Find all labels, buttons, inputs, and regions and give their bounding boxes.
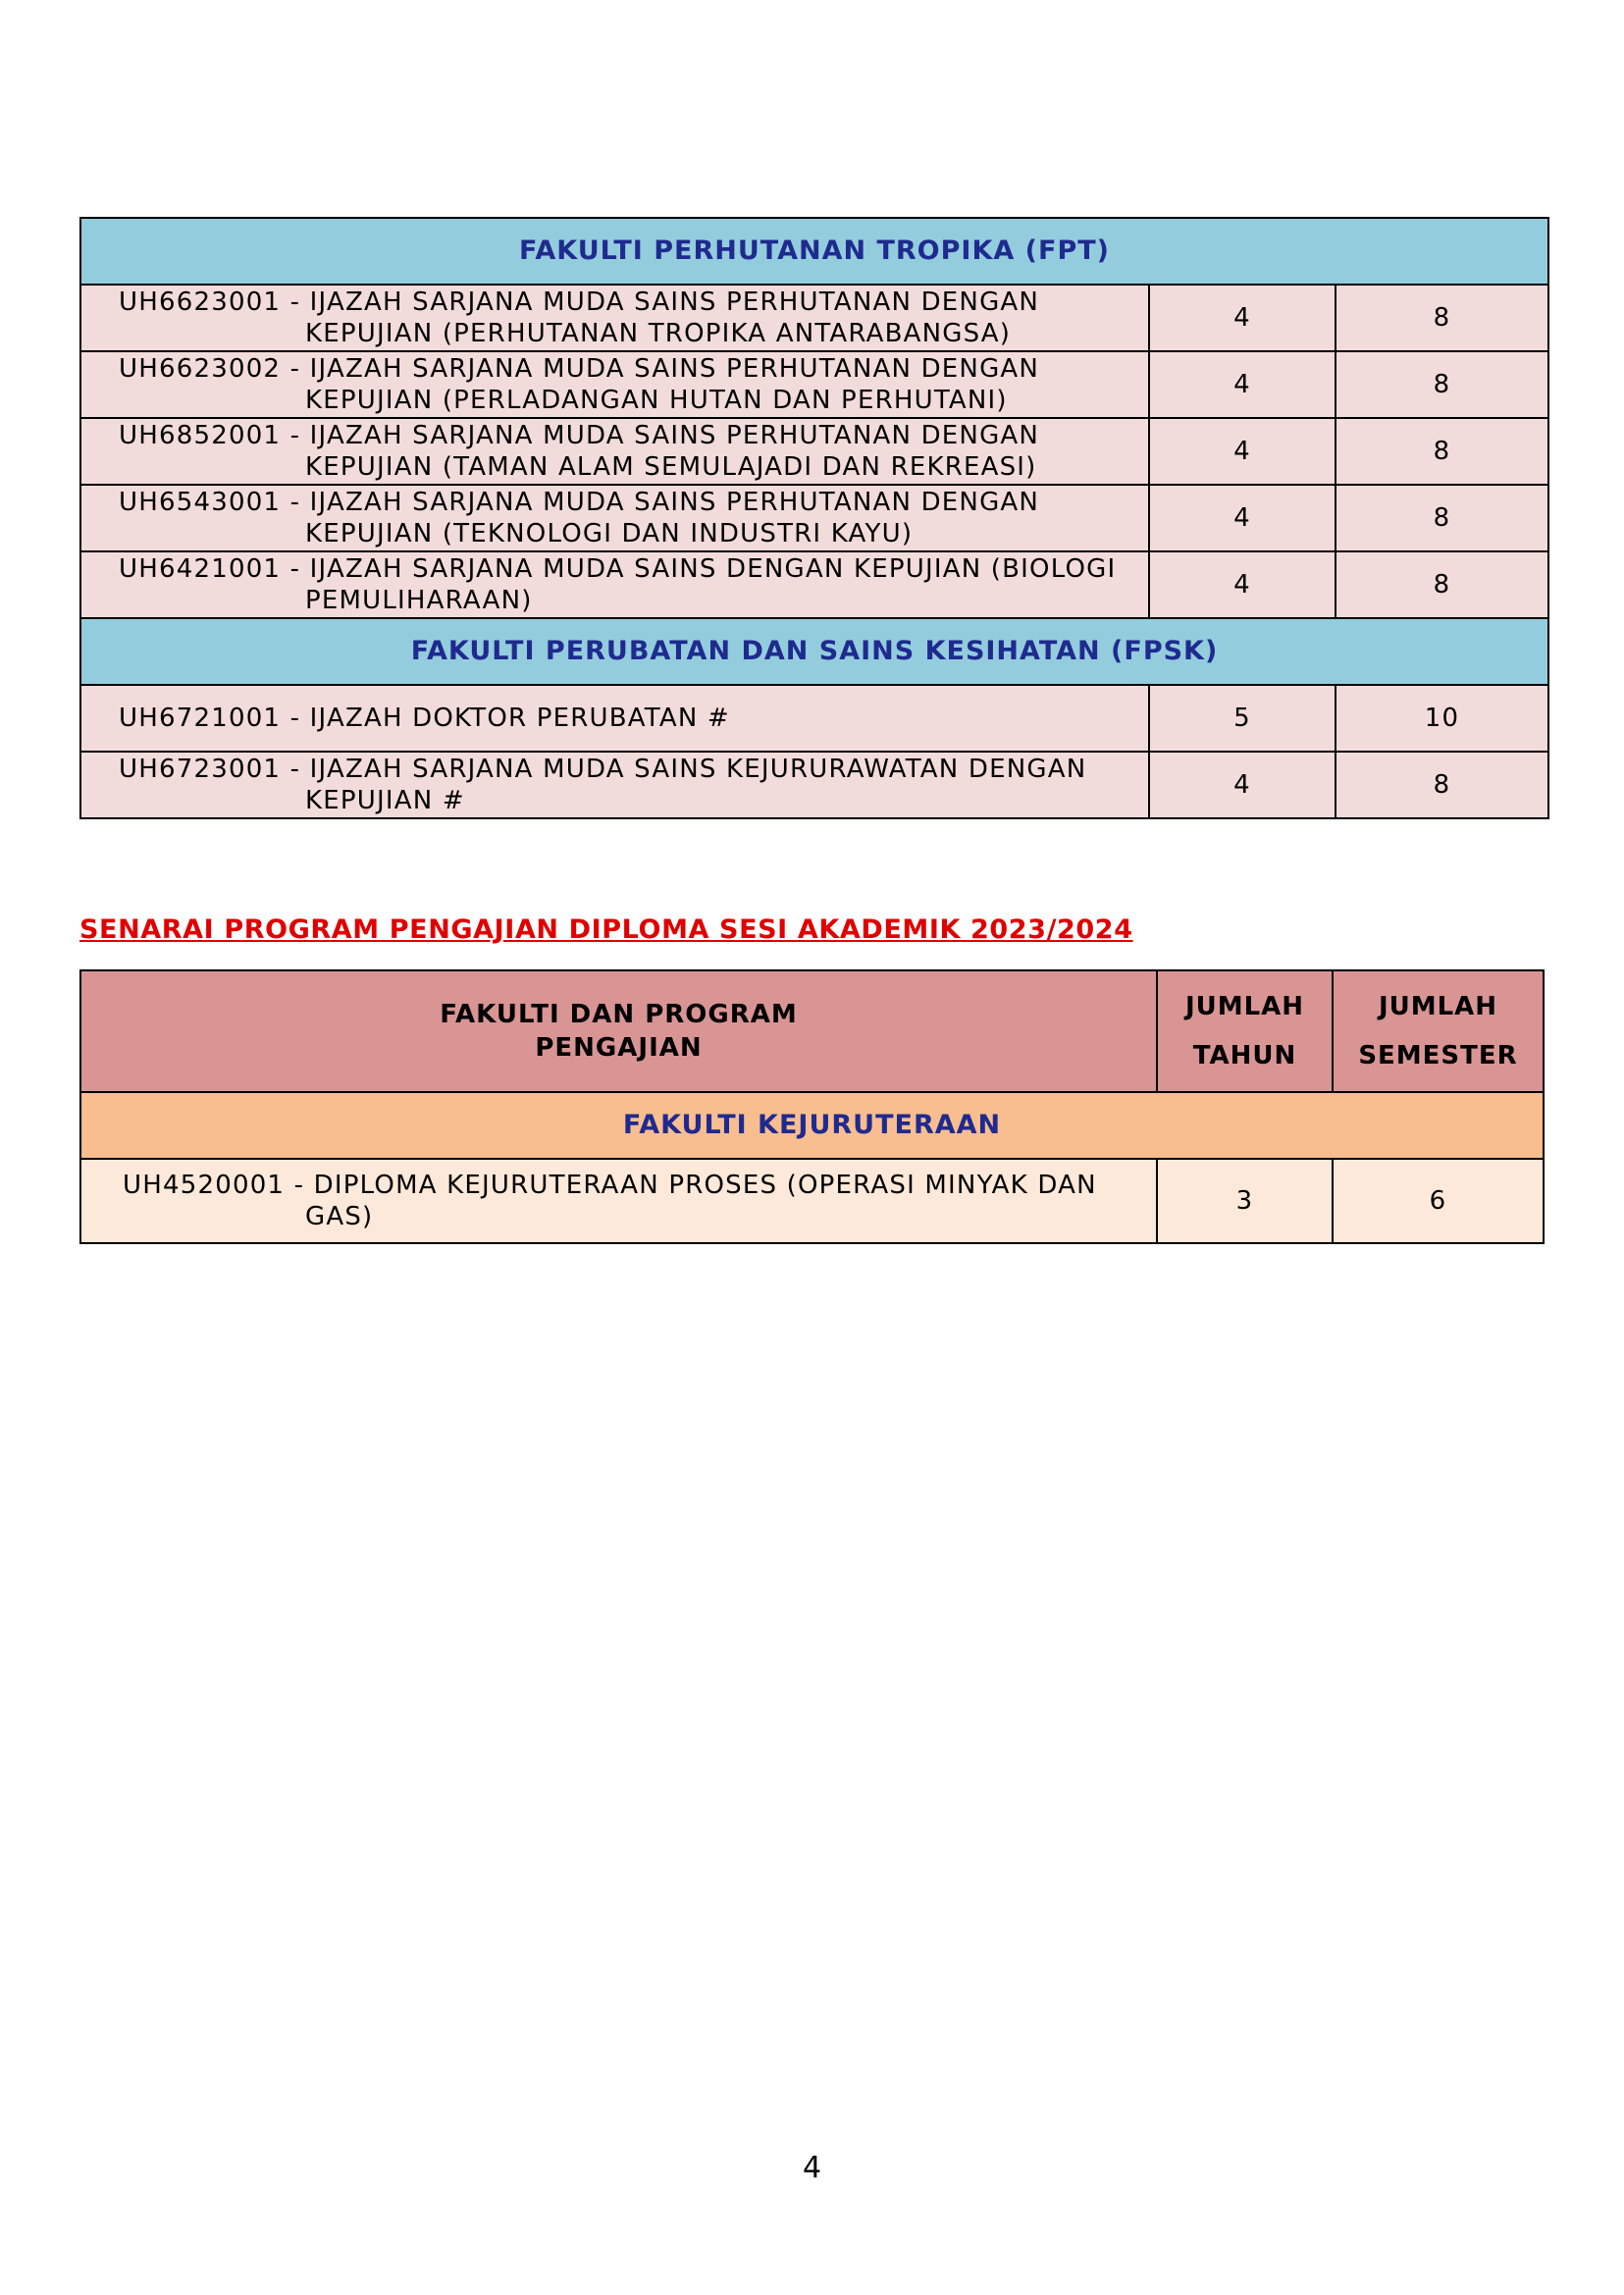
program-semesters: 6 bbox=[1333, 1159, 1544, 1243]
diploma-programs-table bbox=[79, 969, 1545, 1244]
program-line-2: KEPUJIAN (PERLADANGAN HUTAN DAN PERHUTANI) bbox=[305, 386, 1008, 415]
faculty-name: FAKULTI PERHUTANAN TROPIKA (FPT) bbox=[80, 218, 1548, 285]
program-years: 5 bbox=[1149, 685, 1336, 752]
header-line-1: FAKULTI DAN PROGRAM bbox=[440, 1000, 798, 1029]
program-line-2: PEMULIHARAAN) bbox=[305, 586, 533, 615]
program-line-1: UH6623001 - IJAZAH SARJANA MUDA SAINS PERHUTANAN DENGAN bbox=[119, 287, 1040, 317]
table-row bbox=[80, 485, 1548, 551]
faculty-row bbox=[80, 1092, 1544, 1159]
column-header-program bbox=[80, 970, 1157, 1092]
program-name bbox=[80, 752, 1149, 818]
faculty-name: FAKULTI PERUBATAN DAN SAINS KESIHATAN (FPSK) bbox=[80, 618, 1548, 685]
program-semesters: 8 bbox=[1336, 485, 1548, 551]
program-semesters: 8 bbox=[1336, 752, 1548, 818]
program-semesters: 10 bbox=[1336, 685, 1548, 752]
table-row bbox=[80, 418, 1548, 485]
program-name bbox=[80, 1159, 1157, 1243]
program-line-1: UH4520001 - DIPLOMA KEJURUTERAAN PROSES (OPERASI MINYAK DAN bbox=[123, 1171, 1097, 1200]
program-years: 4 bbox=[1149, 285, 1336, 351]
faculty-row bbox=[80, 618, 1548, 685]
program-line-2: KEPUJIAN (TEKNOLOGI DAN INDUSTRI KAYU) bbox=[305, 519, 914, 548]
header-line-2: TAHUN bbox=[1192, 1041, 1297, 1070]
program-name bbox=[80, 485, 1149, 551]
bachelor-programs-table bbox=[79, 217, 1549, 819]
page-number: 4 bbox=[802, 2151, 822, 2185]
program-line-1: UH6543001 - IJAZAH SARJANA MUDA SAINS PERHUTANAN DENGAN bbox=[119, 488, 1040, 517]
program-name bbox=[80, 551, 1149, 618]
faculty-name: FAKULTI KEJURUTERAAN bbox=[80, 1092, 1544, 1159]
program-years: 4 bbox=[1149, 485, 1336, 551]
table-row bbox=[80, 685, 1548, 752]
program-name bbox=[80, 685, 1149, 752]
program-years: 4 bbox=[1149, 351, 1336, 418]
table-header-row bbox=[80, 970, 1544, 1092]
diploma-section-heading: SENARAI PROGRAM PENGAJIAN DIPLOMA SESI AKADEMIK 2023/2024 bbox=[79, 914, 1133, 945]
program-line-2: KEPUJIAN (PERHUTANAN TROPIKA ANTARABANGSA) bbox=[305, 319, 1012, 348]
program-name bbox=[80, 351, 1149, 418]
program-semesters: 8 bbox=[1336, 418, 1548, 485]
program-line-1: UH6421001 - IJAZAH SARJANA MUDA SAINS DENGAN KEPUJIAN (BIOLOGI bbox=[119, 554, 1117, 584]
table-row bbox=[80, 752, 1548, 818]
program-semesters: 8 bbox=[1336, 551, 1548, 618]
column-header-semesters bbox=[1333, 970, 1544, 1092]
program-line-1: UH6623002 - IJAZAH SARJANA MUDA SAINS PERHUTANAN DENGAN bbox=[119, 354, 1040, 384]
column-header-years bbox=[1157, 970, 1333, 1092]
program-semesters: 8 bbox=[1336, 351, 1548, 418]
program-line-1: UH6852001 - IJAZAH SARJANA MUDA SAINS PERHUTANAN DENGAN bbox=[119, 421, 1040, 450]
program-line-1: UH6721001 - IJAZAH DOKTOR PERUBATAN # bbox=[119, 704, 730, 733]
program-name bbox=[80, 285, 1149, 351]
header-line-2: SEMESTER bbox=[1358, 1041, 1518, 1070]
header-line-2: PENGAJIAN bbox=[535, 1033, 703, 1063]
table-row bbox=[80, 351, 1548, 418]
program-name bbox=[80, 418, 1149, 485]
table-row bbox=[80, 1159, 1544, 1243]
program-years: 4 bbox=[1149, 418, 1336, 485]
program-years: 4 bbox=[1149, 752, 1336, 818]
header-line-1: JUMLAH bbox=[1378, 992, 1498, 1021]
program-semesters: 8 bbox=[1336, 285, 1548, 351]
program-line-2: KEPUJIAN # bbox=[305, 786, 465, 815]
table-row bbox=[80, 285, 1548, 351]
table-row bbox=[80, 551, 1548, 618]
program-line-2: GAS) bbox=[305, 1202, 374, 1231]
faculty-row bbox=[80, 218, 1548, 285]
header-line-1: JUMLAH bbox=[1184, 992, 1305, 1021]
program-years: 3 bbox=[1157, 1159, 1333, 1243]
program-line-2: KEPUJIAN (TAMAN ALAM SEMULAJADI DAN REKREASI) bbox=[305, 452, 1037, 482]
program-years: 4 bbox=[1149, 551, 1336, 618]
program-line-1: UH6723001 - IJAZAH SARJANA MUDA SAINS KEJURURAWATAN DENGAN bbox=[119, 755, 1087, 784]
